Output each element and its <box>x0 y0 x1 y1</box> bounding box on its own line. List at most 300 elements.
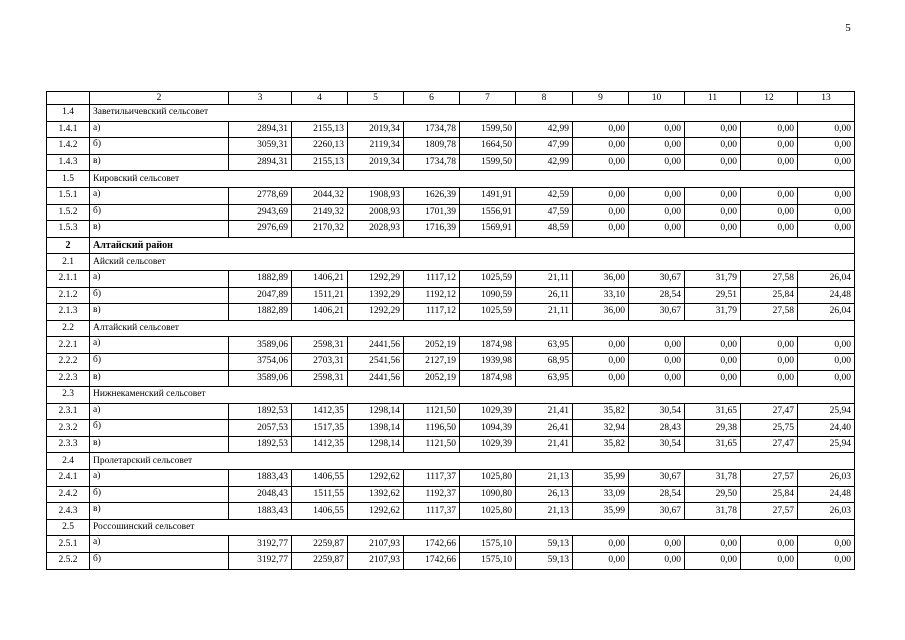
value-cell: 2107,93 <box>348 553 404 570</box>
value-cell: 0,00 <box>629 138 685 155</box>
value-cell: 1392,29 <box>348 287 404 304</box>
value-cell: 2441,56 <box>348 370 404 387</box>
row-code: 2.5.2 <box>47 553 90 570</box>
value-cell: 1392,62 <box>348 486 404 503</box>
table-row <box>47 503 855 520</box>
value-cell: 2155,13 <box>292 121 348 138</box>
value-cell: 42,99 <box>516 121 573 138</box>
value-cell: 1599,50 <box>460 154 516 171</box>
value-cell: 1874,98 <box>460 337 516 354</box>
value-cell: 2107,93 <box>348 536 404 553</box>
value-cell: 1025,80 <box>460 503 516 520</box>
value-cell: 27,57 <box>741 470 798 487</box>
row-label: б) <box>90 486 229 503</box>
value-cell: 1292,62 <box>348 470 404 487</box>
value-cell: 1192,12 <box>404 287 460 304</box>
value-cell: 1292,29 <box>348 270 404 287</box>
value-cell: 30,54 <box>629 436 685 453</box>
row-code: 1.5.1 <box>47 187 90 204</box>
row-label: а) <box>90 270 229 287</box>
value-cell: 1412,35 <box>292 403 348 420</box>
table-row <box>47 204 855 221</box>
value-cell: 0,00 <box>573 204 629 221</box>
value-cell: 0,00 <box>741 536 798 553</box>
value-cell: 1298,14 <box>348 403 404 420</box>
value-cell: 0,00 <box>573 370 629 387</box>
value-cell: 0,00 <box>629 187 685 204</box>
section-row <box>47 519 855 536</box>
value-cell: 35,99 <box>573 503 629 520</box>
value-cell: 36,00 <box>573 270 629 287</box>
value-cell: 42,99 <box>516 154 573 171</box>
value-cell: 1742,66 <box>404 536 460 553</box>
value-cell: 0,00 <box>798 204 855 221</box>
value-cell: 1117,37 <box>404 470 460 487</box>
value-cell: 1406,21 <box>292 304 348 321</box>
value-cell: 21,13 <box>516 503 573 520</box>
section-row <box>47 453 855 470</box>
value-cell: 35,99 <box>573 470 629 487</box>
value-cell: 47,99 <box>516 138 573 155</box>
value-cell: 1511,21 <box>292 287 348 304</box>
value-cell: 1569,91 <box>460 221 516 238</box>
value-cell: 1406,55 <box>292 470 348 487</box>
row-label: б) <box>90 138 229 155</box>
value-cell: 0,00 <box>798 221 855 238</box>
value-cell: 24,40 <box>798 420 855 437</box>
row-code: 2.2.1 <box>47 337 90 354</box>
value-cell: 28,54 <box>629 287 685 304</box>
value-cell: 29,50 <box>685 486 741 503</box>
value-cell: 2441,56 <box>348 337 404 354</box>
value-cell: 27,47 <box>741 403 798 420</box>
value-cell: 31,79 <box>685 270 741 287</box>
table-row <box>47 420 855 437</box>
table-row <box>47 486 855 503</box>
value-cell: 1716,39 <box>404 221 460 238</box>
value-cell: 0,00 <box>573 138 629 155</box>
value-cell: 30,67 <box>629 304 685 321</box>
value-cell: 63,95 <box>516 337 573 354</box>
value-cell: 48,59 <box>516 221 573 238</box>
header-cell: 11 <box>685 92 741 105</box>
value-cell: 2943,69 <box>229 204 292 221</box>
value-cell: 30,67 <box>629 470 685 487</box>
row-label: б) <box>90 204 229 221</box>
value-cell: 2052,19 <box>404 370 460 387</box>
section-title: Айский сельсовет <box>90 254 855 271</box>
value-cell: 1398,14 <box>348 420 404 437</box>
value-cell: 25,75 <box>741 420 798 437</box>
row-label: в) <box>90 304 229 321</box>
value-cell: 0,00 <box>629 204 685 221</box>
value-cell: 2598,31 <box>292 337 348 354</box>
row-label: б) <box>90 420 229 437</box>
value-cell: 0,00 <box>685 553 741 570</box>
value-cell: 0,00 <box>798 370 855 387</box>
header-cell: 10 <box>629 92 685 105</box>
value-cell: 2044,32 <box>292 187 348 204</box>
value-cell: 1298,14 <box>348 436 404 453</box>
row-code: 1.4 <box>47 105 90 122</box>
value-cell: 31,78 <box>685 503 741 520</box>
row-label: а) <box>90 187 229 204</box>
row-code: 2.2.2 <box>47 353 90 370</box>
row-code: 1.5.3 <box>47 221 90 238</box>
section-row <box>47 387 855 404</box>
row-code: 2.2 <box>47 320 90 337</box>
value-cell: 1599,50 <box>460 121 516 138</box>
value-cell: 0,00 <box>741 353 798 370</box>
value-cell: 1412,35 <box>292 436 348 453</box>
table-row <box>47 436 855 453</box>
value-cell: 1874,98 <box>460 370 516 387</box>
value-cell: 0,00 <box>798 187 855 204</box>
row-code: 2.4.3 <box>47 503 90 520</box>
value-cell: 1882,89 <box>229 304 292 321</box>
row-code: 1.5.2 <box>47 204 90 221</box>
value-cell: 1117,12 <box>404 304 460 321</box>
value-cell: 0,00 <box>629 353 685 370</box>
value-cell: 2127,19 <box>404 353 460 370</box>
row-code: 1.4.3 <box>47 154 90 171</box>
value-cell: 0,00 <box>798 353 855 370</box>
value-cell: 28,54 <box>629 486 685 503</box>
row-code: 2.3.3 <box>47 436 90 453</box>
value-cell: 26,03 <box>798 503 855 520</box>
value-cell: 2894,31 <box>229 121 292 138</box>
value-cell: 27,57 <box>741 503 798 520</box>
value-cell: 0,00 <box>685 121 741 138</box>
row-code: 2.4 <box>47 453 90 470</box>
section-row <box>47 320 855 337</box>
row-label: б) <box>90 353 229 370</box>
value-cell: 26,11 <box>516 287 573 304</box>
value-cell: 1882,89 <box>229 270 292 287</box>
value-cell: 1626,39 <box>404 187 460 204</box>
value-cell: 0,00 <box>685 138 741 155</box>
table-row <box>47 403 855 420</box>
table-row <box>47 270 855 287</box>
header-cell: 13 <box>798 92 855 105</box>
value-cell: 0,00 <box>798 121 855 138</box>
value-cell: 0,00 <box>685 221 741 238</box>
value-cell: 1556,91 <box>460 204 516 221</box>
table-row <box>47 287 855 304</box>
value-cell: 1406,21 <box>292 270 348 287</box>
value-cell: 3192,77 <box>229 553 292 570</box>
value-cell: 1029,39 <box>460 403 516 420</box>
value-cell: 32,94 <box>573 420 629 437</box>
section-row <box>47 105 855 122</box>
row-code: 2.5.1 <box>47 536 90 553</box>
value-cell: 21,41 <box>516 436 573 453</box>
row-label: в) <box>90 370 229 387</box>
value-cell: 2149,32 <box>292 204 348 221</box>
value-cell: 0,00 <box>741 370 798 387</box>
table-row <box>47 536 855 553</box>
value-cell: 2048,43 <box>229 486 292 503</box>
value-cell: 21,13 <box>516 470 573 487</box>
value-cell: 0,00 <box>685 536 741 553</box>
value-cell: 3192,77 <box>229 536 292 553</box>
value-cell: 3754,06 <box>229 353 292 370</box>
value-cell: 1892,53 <box>229 403 292 420</box>
value-cell: 0,00 <box>629 121 685 138</box>
table-row <box>47 470 855 487</box>
value-cell: 24,48 <box>798 486 855 503</box>
row-code: 1.4.2 <box>47 138 90 155</box>
value-cell: 31,65 <box>685 436 741 453</box>
value-cell: 2170,32 <box>292 221 348 238</box>
value-cell: 0,00 <box>798 553 855 570</box>
value-cell: 1090,80 <box>460 486 516 503</box>
value-cell: 1701,39 <box>404 204 460 221</box>
table-row <box>47 370 855 387</box>
value-cell: 31,65 <box>685 403 741 420</box>
value-cell: 21,41 <box>516 403 573 420</box>
table-row <box>47 121 855 138</box>
section-title: Россошинский сельсовет <box>90 519 855 536</box>
value-cell: 0,00 <box>741 337 798 354</box>
table-row <box>47 304 855 321</box>
value-cell: 1025,80 <box>460 470 516 487</box>
value-cell: 0,00 <box>741 204 798 221</box>
value-cell: 1192,37 <box>404 486 460 503</box>
value-cell: 26,41 <box>516 420 573 437</box>
value-cell: 1094,39 <box>460 420 516 437</box>
value-cell: 0,00 <box>629 536 685 553</box>
row-code: 2.4.1 <box>47 470 90 487</box>
value-cell: 30,54 <box>629 403 685 420</box>
value-cell: 2008,93 <box>348 204 404 221</box>
row-label: а) <box>90 121 229 138</box>
header-cell: 6 <box>404 92 460 105</box>
value-cell: 0,00 <box>798 337 855 354</box>
section-title: Кировский сельсовет <box>90 171 855 188</box>
value-cell: 2260,13 <box>292 138 348 155</box>
table-row <box>47 337 855 354</box>
header-cell-code <box>47 92 90 105</box>
header-cell: 2 <box>90 92 229 105</box>
value-cell: 0,00 <box>798 536 855 553</box>
row-label: в) <box>90 503 229 520</box>
value-cell: 21,11 <box>516 270 573 287</box>
value-cell: 3589,06 <box>229 370 292 387</box>
value-cell: 0,00 <box>685 353 741 370</box>
row-label: в) <box>90 154 229 171</box>
value-cell: 31,79 <box>685 304 741 321</box>
row-label: в) <box>90 221 229 238</box>
value-cell: 1734,78 <box>404 154 460 171</box>
row-label: в) <box>90 436 229 453</box>
value-cell: 68,95 <box>516 353 573 370</box>
value-cell: 2019,34 <box>348 154 404 171</box>
value-cell: 25,84 <box>741 486 798 503</box>
header-cell: 4 <box>292 92 348 105</box>
table-row <box>47 221 855 238</box>
value-cell: 33,09 <box>573 486 629 503</box>
value-cell: 2259,87 <box>292 536 348 553</box>
value-cell: 0,00 <box>573 337 629 354</box>
value-cell: 2541,56 <box>348 353 404 370</box>
row-code: 2.3.1 <box>47 403 90 420</box>
value-cell: 1117,12 <box>404 270 460 287</box>
value-cell: 63,95 <box>516 370 573 387</box>
header-cell: 5 <box>348 92 404 105</box>
value-cell: 1939,98 <box>460 353 516 370</box>
row-code: 2 <box>47 237 90 254</box>
value-cell: 0,00 <box>573 221 629 238</box>
section-title: Пролетарский сельсовет <box>90 453 855 470</box>
row-code: 2.5 <box>47 519 90 536</box>
value-cell: 1025,59 <box>460 270 516 287</box>
section-title: Алтайский район <box>90 237 855 254</box>
section-row <box>47 237 855 254</box>
value-cell: 0,00 <box>685 187 741 204</box>
value-cell: 2052,19 <box>404 337 460 354</box>
table-body <box>47 105 855 570</box>
value-cell: 1196,50 <box>404 420 460 437</box>
value-cell: 1908,93 <box>348 187 404 204</box>
value-cell: 0,00 <box>741 138 798 155</box>
value-cell: 0,00 <box>685 204 741 221</box>
value-cell: 0,00 <box>573 121 629 138</box>
header-cell: 3 <box>229 92 292 105</box>
value-cell: 1121,50 <box>404 436 460 453</box>
value-cell: 1883,43 <box>229 503 292 520</box>
value-cell: 1575,10 <box>460 553 516 570</box>
value-cell: 25,94 <box>798 403 855 420</box>
value-cell: 2976,69 <box>229 221 292 238</box>
value-cell: 3589,06 <box>229 337 292 354</box>
value-cell: 2894,31 <box>229 154 292 171</box>
value-cell: 2703,31 <box>292 353 348 370</box>
value-cell: 1742,66 <box>404 553 460 570</box>
value-cell: 1090,59 <box>460 287 516 304</box>
value-cell: 2019,34 <box>348 121 404 138</box>
value-cell: 35,82 <box>573 403 629 420</box>
row-label: а) <box>90 536 229 553</box>
row-label: а) <box>90 403 229 420</box>
row-code: 2.3 <box>47 387 90 404</box>
value-cell: 1292,29 <box>348 304 404 321</box>
value-cell: 59,13 <box>516 536 573 553</box>
row-code: 2.1.2 <box>47 287 90 304</box>
value-cell: 2119,34 <box>348 138 404 155</box>
row-code: 2.1.3 <box>47 304 90 321</box>
value-cell: 0,00 <box>798 138 855 155</box>
value-cell: 0,00 <box>798 154 855 171</box>
value-cell: 1292,62 <box>348 503 404 520</box>
value-cell: 1117,37 <box>404 503 460 520</box>
value-cell: 1809,78 <box>404 138 460 155</box>
value-cell: 0,00 <box>741 221 798 238</box>
row-code: 2.4.2 <box>47 486 90 503</box>
row-code: 2.1.1 <box>47 270 90 287</box>
value-cell: 0,00 <box>573 187 629 204</box>
value-cell: 0,00 <box>741 154 798 171</box>
value-cell: 1883,43 <box>229 470 292 487</box>
value-cell: 33,10 <box>573 287 629 304</box>
header-cell: 7 <box>460 92 516 105</box>
value-cell: 31,78 <box>685 470 741 487</box>
value-cell: 0,00 <box>685 337 741 354</box>
header-cell: 12 <box>741 92 798 105</box>
value-cell: 1892,53 <box>229 436 292 453</box>
value-cell: 2155,13 <box>292 154 348 171</box>
value-cell: 25,94 <box>798 436 855 453</box>
value-cell: 47,59 <box>516 204 573 221</box>
value-cell: 36,00 <box>573 304 629 321</box>
value-cell: 0,00 <box>629 337 685 354</box>
value-cell: 30,67 <box>629 503 685 520</box>
value-cell: 0,00 <box>629 221 685 238</box>
page-number: 5 <box>845 22 851 34</box>
row-label: б) <box>90 553 229 570</box>
value-cell: 24,48 <box>798 287 855 304</box>
column-number-row <box>47 92 855 105</box>
value-cell: 29,38 <box>685 420 741 437</box>
value-cell: 1517,35 <box>292 420 348 437</box>
value-cell: 21,11 <box>516 304 573 321</box>
value-cell: 0,00 <box>685 154 741 171</box>
value-cell: 27,58 <box>741 270 798 287</box>
section-row <box>47 254 855 271</box>
value-cell: 0,00 <box>629 154 685 171</box>
value-cell: 1511,55 <box>292 486 348 503</box>
value-cell: 1121,50 <box>404 403 460 420</box>
table-row <box>47 138 855 155</box>
value-cell: 1664,50 <box>460 138 516 155</box>
value-cell: 1734,78 <box>404 121 460 138</box>
value-cell: 1491,91 <box>460 187 516 204</box>
value-cell: 27,47 <box>741 436 798 453</box>
header-cell: 8 <box>516 92 573 105</box>
value-cell: 26,13 <box>516 486 573 503</box>
value-cell: 2778,69 <box>229 187 292 204</box>
value-cell: 30,67 <box>629 270 685 287</box>
value-cell: 0,00 <box>573 353 629 370</box>
value-cell: 1406,55 <box>292 503 348 520</box>
value-cell: 2047,89 <box>229 287 292 304</box>
value-cell: 2028,93 <box>348 221 404 238</box>
value-cell: 2259,87 <box>292 553 348 570</box>
value-cell: 0,00 <box>629 553 685 570</box>
row-label: а) <box>90 470 229 487</box>
value-cell: 42,59 <box>516 187 573 204</box>
table-row <box>47 187 855 204</box>
value-cell: 3059,31 <box>229 138 292 155</box>
section-title: Алтайский сельсовет <box>90 320 855 337</box>
value-cell: 0,00 <box>741 121 798 138</box>
value-cell: 26,04 <box>798 270 855 287</box>
value-cell: 2057,53 <box>229 420 292 437</box>
section-title: Нижнекаменский сельсовет <box>90 387 855 404</box>
value-cell: 0,00 <box>741 187 798 204</box>
value-cell: 28,43 <box>629 420 685 437</box>
value-cell: 35,82 <box>573 436 629 453</box>
row-code: 1.5 <box>47 171 90 188</box>
section-title: Заветильичевский сельсовет <box>90 105 855 122</box>
value-cell: 27,58 <box>741 304 798 321</box>
row-code: 2.1 <box>47 254 90 271</box>
value-cell: 0,00 <box>629 370 685 387</box>
header-cell: 9 <box>573 92 629 105</box>
table-row <box>47 353 855 370</box>
value-cell: 2598,31 <box>292 370 348 387</box>
row-code: 2.3.2 <box>47 420 90 437</box>
